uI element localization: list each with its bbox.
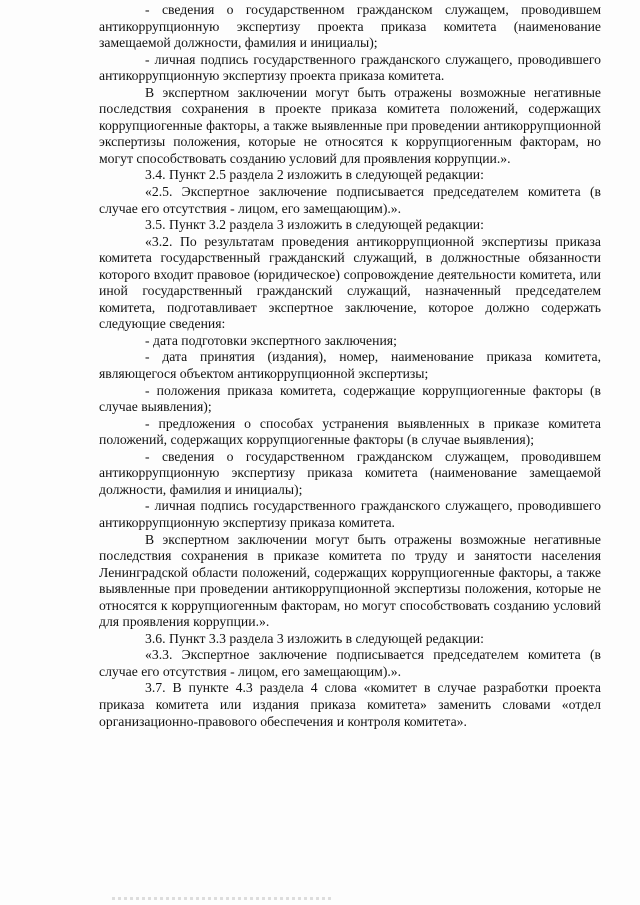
paragraph-item-3-7: 3.7. В пункте 4.3 раздела 4 слова «комитет в случае разработки проекта приказа комитета или издания приказа комитета» заменить словами «отдел организационно-правового обеспечения и контроля комитета». bbox=[99, 680, 601, 729]
paragraph-provisions: - положения приказа комитета, содержащие коррупциогенные факторы (в случае выявления); bbox=[99, 382, 601, 415]
paragraph-employee-info: - сведения о государственном гражданском служащем, проводившем антикоррупционную экспертизу проекта приказа комитета (наименование замещаемой должности, фамилия и инициалы); bbox=[99, 2, 601, 51]
paragraph-clause-3-2: «3.2. По результатам проведения антикоррупционной экспертизы приказа комитета государственный гражданский служащий, в должностные обязанности которого входит правовое (юридическое) сопровождение деятельности комитета, или иной государственный гражданский служащий, назначенный председателем комитета, подготавливает экспертное заключение, которое должно содержать следующие сведения: bbox=[99, 233, 601, 332]
paragraph-consequences-2: В экспертном заключении могут быть отражены возможные негативные последствия сохранения в приказе комитета по труду и занятости населения Ленинградской области положений, содержащих коррупциогенные факторы, а также выявленные при проведении антикоррупционной экспертизы положения, которые не относятся к коррупциогенным факторам, но могут способствовать созданию условий для проявления коррупции.». bbox=[99, 531, 601, 630]
paragraph-item-3-4: 3.4. Пункт 2.5 раздела 2 изложить в следующей редакции: bbox=[145, 167, 484, 183]
paragraph-proposals: - предложения о способах устранения выявленных в приказе комитета положений, содержащих коррупциогенные факторы (в случае выявления); bbox=[99, 415, 601, 448]
paragraph-signature: - личная подпись государственного гражданского служащего, проводившего антикоррупционную экспертизу проекта приказа комитета. bbox=[99, 51, 601, 84]
paragraph-item-3-5: 3.5. Пункт 3.2 раздела 3 изложить в следующей редакции: bbox=[145, 217, 484, 233]
paragraph-date-prepared: - дата подготовки экспертного заключения; bbox=[145, 332, 397, 348]
document-body bbox=[99, 2, 601, 730]
scan-artifact bbox=[112, 897, 332, 900]
paragraph-item-3-6: 3.6. Пункт 3.3 раздела 3 изложить в следующей редакции: bbox=[145, 630, 484, 646]
paragraph-clause-2-5: «2.5. Экспертное заключение подписывается председателем комитета (в случае его отсутствия - лицом, его замещающим).». bbox=[99, 184, 601, 216]
paragraph-order-details: - дата принятия (издания), номер, наименование приказа комитета, являющегося объектом антикоррупционной экспертизы; bbox=[99, 349, 601, 382]
paragraph-signature-2: - личная подпись государственного гражданского служащего, проводившего антикоррупционную экспертизу приказа комитета. bbox=[99, 498, 601, 530]
paragraph-consequences: В экспертном заключении могут быть отражены возможные негативные последствия сохранения в проекте приказа комитета положений, содержащих коррупциогенные факторы, а также выявленные при проведении антикоррупционной экспертизы положения, которые не относятся к коррупциогенным факторам, но могут способствовать созданию условий для проявления коррупции.». bbox=[99, 84, 601, 166]
paragraph-employee-info-2: - сведения о государственном гражданском служащем, проводившем антикоррупционную экспертизу приказа комитета (наименование замещаемой должности, фамилия и инициалы); bbox=[99, 448, 601, 497]
paragraph-clause-3-3: «3.3. Экспертное заключение подписывается председателем комитета (в случае его отсутствия - лицом, его замещающим).». bbox=[99, 647, 601, 679]
